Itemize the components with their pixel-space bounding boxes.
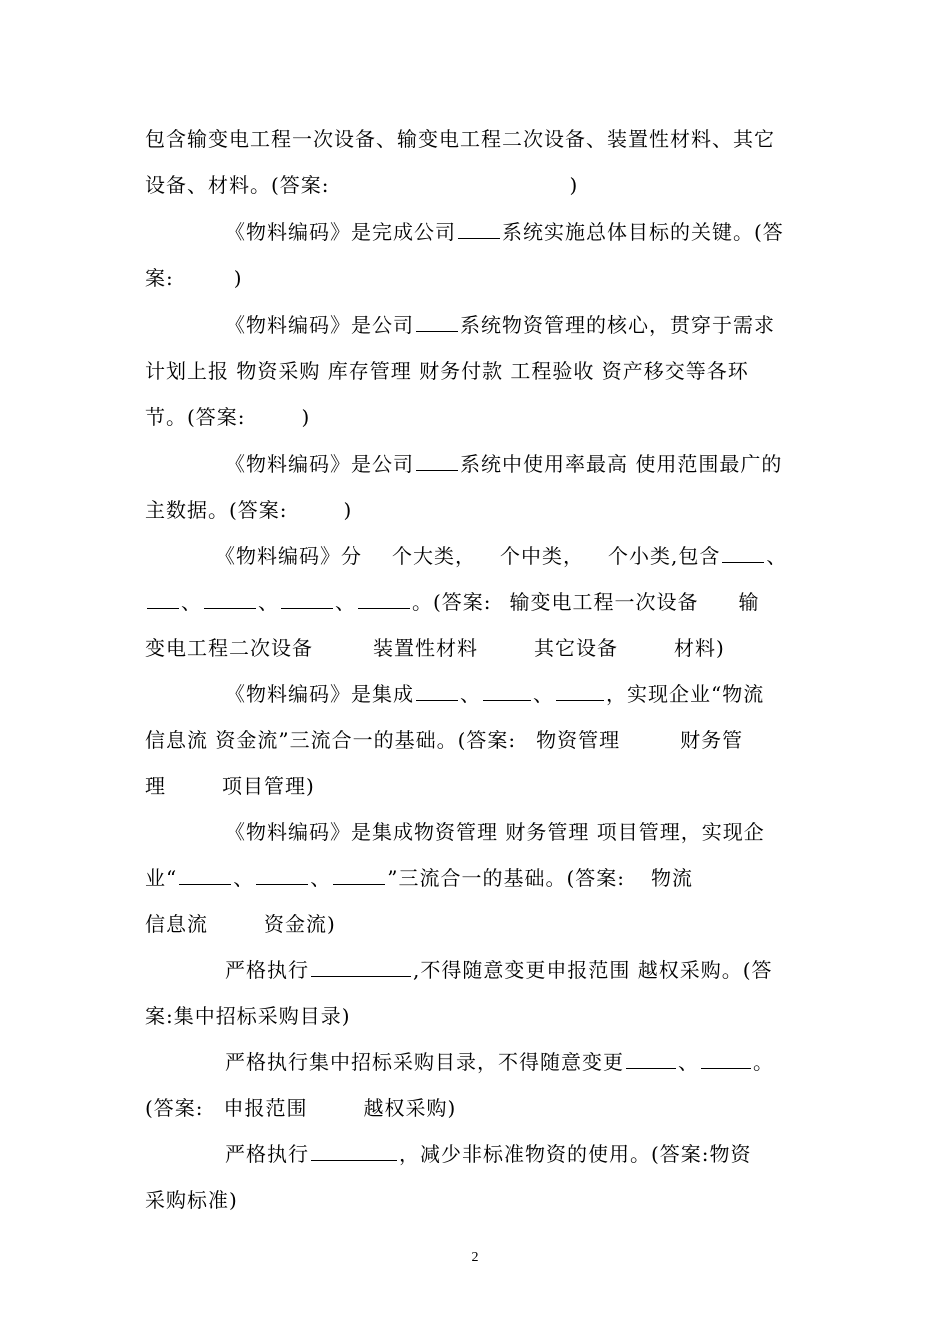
text: 个大类，	[392, 544, 476, 568]
text: 案:集中招标采购目录)	[145, 1004, 351, 1028]
text: 、	[460, 682, 481, 706]
text: 越权采购)	[363, 1096, 457, 1120]
text: 个小类,包含	[608, 544, 721, 568]
text: )	[343, 498, 353, 522]
answer-blank	[416, 311, 458, 332]
text: 、	[766, 544, 788, 568]
text: 财务管	[680, 728, 744, 752]
text-line	[145, 1094, 805, 1122]
text: 材料)	[674, 636, 725, 660]
text: 。(答案:	[412, 590, 492, 614]
text: 信息流	[145, 912, 208, 936]
answer-blank	[179, 864, 231, 885]
text: 、	[335, 590, 356, 614]
page-number: 2	[471, 1250, 479, 1265]
text: ，减少非标准物资的使用。(答案:物资	[399, 1142, 752, 1166]
text: 其它设备	[534, 636, 618, 660]
text: 物资管理	[536, 728, 621, 752]
text: 设备、材料。(答案:	[145, 173, 330, 197]
text: 《物料编码》是集成物资管理 财务管理 项目管理，实现企	[225, 820, 765, 844]
text-line	[145, 910, 805, 938]
text: 物流	[651, 866, 693, 890]
text-line	[145, 772, 805, 800]
text-line	[145, 171, 805, 199]
text: 。	[753, 1050, 774, 1074]
text: 《物料编码》分	[215, 544, 362, 568]
answer-blank	[256, 864, 308, 885]
text: 输变电工程一次设备	[509, 590, 699, 614]
text: 主数据。(答案:	[145, 498, 288, 522]
text: 严格执行集中招标采购目录，不得随意变更	[225, 1050, 624, 1074]
answer-blank	[358, 588, 410, 609]
text: 信息流 资金流”三流合一的基础。(答案:	[145, 728, 517, 752]
text: 系统实施总体目标的关键。(答	[502, 220, 784, 244]
text: 节。(答案:	[145, 405, 246, 429]
text: 《物料编码》是公司	[225, 313, 414, 337]
text: 系统中使用率最高 使用范围最广的	[460, 452, 783, 476]
text: 输	[738, 590, 760, 614]
text: 个中类，	[500, 544, 584, 568]
answer-blank	[701, 1048, 751, 1069]
text-line	[145, 588, 805, 616]
text-line	[225, 956, 805, 984]
text: 、	[181, 590, 202, 614]
text: 、	[533, 682, 554, 706]
answer-blank	[483, 680, 531, 701]
answer-blank	[556, 680, 604, 701]
text: 、	[678, 1050, 699, 1074]
text: ”三流合一的基础。(答案:	[387, 866, 625, 890]
text-line	[225, 1140, 805, 1168]
text: ，实现企业“物流	[606, 682, 765, 706]
text: ,不得随意变更申报范围 越权采购。(答	[413, 958, 773, 982]
text: 申报范围	[223, 1096, 308, 1120]
text-line	[225, 680, 805, 708]
text: 、	[310, 866, 332, 890]
text-line	[145, 1002, 805, 1030]
answer-blank	[311, 1140, 397, 1161]
text: 资金流)	[264, 912, 336, 936]
text-line	[145, 864, 805, 892]
answer-blank	[416, 680, 458, 701]
text-line	[225, 311, 805, 339]
text: 、	[258, 590, 279, 614]
text-line	[225, 450, 805, 478]
text: 包含输变电工程一次设备、输变电工程二次设备、装置性材料、其它	[145, 127, 775, 151]
text-line	[145, 634, 805, 662]
text: 、	[233, 866, 255, 890]
answer-blank	[311, 956, 411, 977]
text-line	[215, 542, 875, 570]
text: 《物料编码》是集成	[225, 682, 414, 706]
text: )	[233, 266, 243, 290]
text-line	[145, 357, 805, 385]
text: 严格执行	[225, 958, 309, 982]
text: 理	[145, 774, 166, 798]
answer-blank	[626, 1048, 676, 1069]
answer-blank	[147, 588, 179, 609]
answer-blank	[416, 450, 458, 471]
text: )	[301, 405, 311, 429]
answer-blank	[204, 588, 256, 609]
answer-blank	[722, 542, 764, 563]
text: 变电工程二次设备	[145, 636, 313, 660]
text-line	[145, 726, 805, 754]
text-line	[145, 403, 805, 431]
answer-blank	[281, 588, 333, 609]
text: )	[569, 173, 579, 197]
answer-blank	[458, 218, 500, 239]
text: 案:	[145, 266, 174, 290]
text: 计划上报 物资采购 库存管理 财务付款 工程验收 资产移交等各环	[145, 359, 749, 383]
text: 《物料编码》是公司	[225, 452, 414, 476]
text: 采购标准)	[145, 1188, 238, 1212]
text: 业“	[145, 866, 178, 890]
text: 项目管理)	[222, 774, 315, 798]
text: (答案:	[145, 1096, 204, 1120]
text: 严格执行	[225, 1142, 309, 1166]
text-line	[225, 1048, 805, 1076]
text-line	[145, 496, 805, 524]
text-line	[145, 264, 805, 292]
text: 系统物资管理的核心，贯穿于需求	[460, 313, 775, 337]
text-line	[225, 818, 805, 846]
text: 《物料编码》是完成公司	[225, 220, 456, 244]
text-line	[225, 218, 805, 246]
text: 装置性材料	[373, 636, 478, 660]
answer-blank	[333, 864, 385, 885]
text-line	[145, 125, 805, 153]
text-line	[145, 1186, 805, 1214]
